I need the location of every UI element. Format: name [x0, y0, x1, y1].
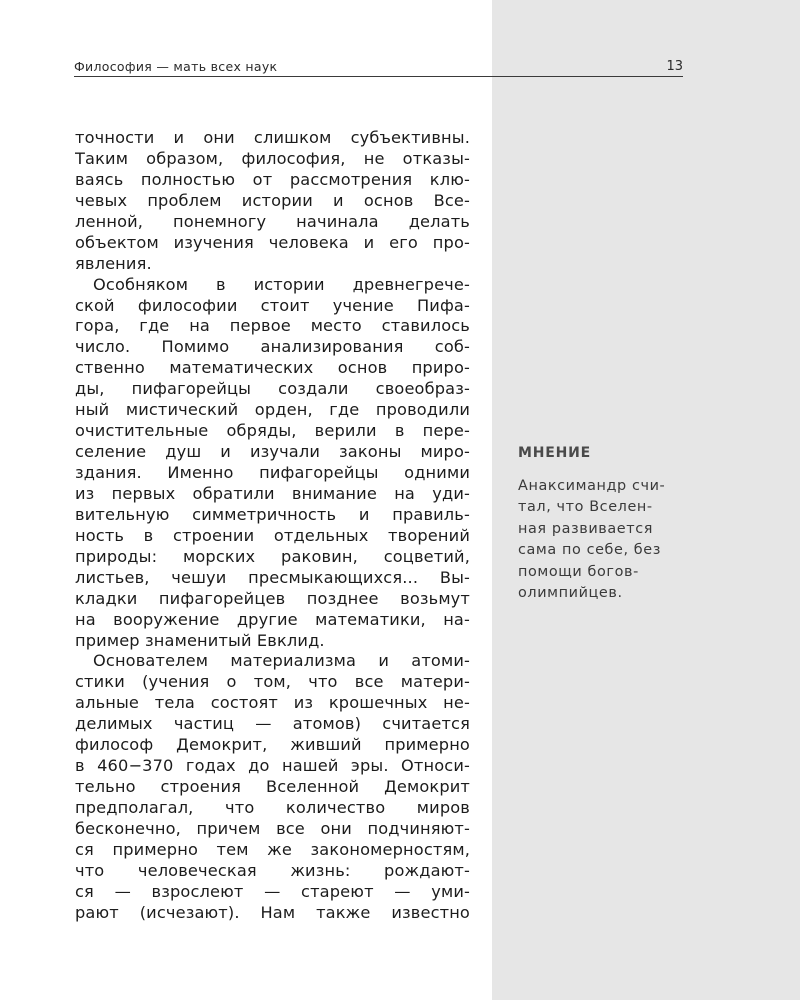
body-line: листьев, чешуи пресмыкающихся... Вы- — [75, 567, 470, 587]
body-line: явления. — [75, 253, 152, 273]
body-line: философ Демокрит, живший примерно — [75, 735, 470, 755]
body-line: ленной, понемногу начинала делать — [75, 211, 470, 231]
opinion-line: олимпийцев. — [518, 584, 623, 601]
body-line: ственно математических основ приро- — [75, 358, 470, 378]
body-line: тельно строения Вселенной Демокрит — [75, 777, 470, 797]
body-line: рают (исчезают). Нам также известно — [75, 902, 470, 922]
body-line: делимых частиц — атомов) считается — [75, 714, 470, 734]
body-line: селение душ и изучали законы миро- — [75, 442, 470, 462]
body-line: пример знаменитый Евклид. — [75, 630, 325, 650]
opinion-line: тал, что Вселен- — [518, 499, 653, 516]
body-line: ской философии стоит учение Пифа- — [75, 295, 470, 315]
opinion-box — [518, 442, 688, 604]
body-line: число. Помимо анализирования соб- — [75, 337, 470, 357]
main-text-column — [75, 128, 470, 924]
body-line: Таким образом, философия, не отказы- — [75, 148, 470, 168]
body-line: природы: морских раковин, соцветий, — [75, 546, 470, 566]
opinion-body — [518, 476, 688, 604]
body-line: ный мистический орден, где проводили — [75, 400, 470, 420]
body-line: вительную симметричность и правиль- — [75, 504, 470, 524]
running-header-title: Философия — мать всех наук — [74, 59, 278, 74]
body-line: гора, где на первое место ставилось — [75, 316, 470, 336]
body-line: бесконечно, причем все они подчиняют- — [75, 818, 470, 838]
page-number: 13 — [666, 59, 683, 74]
body-line: на вооружение другие математики, на- — [75, 609, 470, 629]
body-line: объектом изучения человека и его про- — [75, 232, 470, 252]
body-line: ды, пифагорейцы создали своеобраз- — [75, 379, 470, 399]
running-header — [74, 58, 683, 77]
body-line: ваясь полностью от рассмотрения клю- — [75, 169, 470, 189]
body-line: что человеческая жизнь: рождают- — [75, 860, 470, 880]
body-line: альные тела состоят из крошечных не- — [75, 693, 470, 713]
body-line: Особняком в истории древнегрече- — [93, 274, 470, 294]
body-line: из первых обратили внимание на уди- — [75, 483, 470, 503]
opinion-line: помощи богов- — [518, 563, 639, 580]
opinion-heading: МНЕНИЕ — [518, 445, 592, 461]
body-line: чевых проблем истории и основ Все- — [75, 190, 470, 210]
body-line: предполагал, что количество миров — [75, 798, 470, 817]
opinion-line: Анаксимандр счи- — [518, 478, 666, 494]
body-line: в 460−370 годах до нашей эры. Относи- — [75, 756, 470, 776]
body-line: точности и они слишком субъективны. — [75, 128, 470, 147]
body-line: ся примерно тем же закономерностям, — [75, 839, 470, 859]
opinion-line: ная развивается — [518, 520, 654, 537]
body-line: Основателем материализма и атоми- — [93, 651, 470, 671]
body-line: стики (учения о том, что все матери- — [75, 672, 470, 692]
body-line: ность в строении отдельных творений — [75, 525, 470, 545]
body-line: очистительные обряды, верили в пере- — [75, 421, 470, 441]
opinion-line: сама по себе, без — [518, 542, 661, 559]
body-line: здания. Именно пифагорейцы одними — [75, 463, 470, 482]
body-line: ся — взрослеют — стареют — уми- — [75, 881, 470, 901]
body-line: кладки пифагорейцев позднее возьмут — [75, 588, 470, 608]
